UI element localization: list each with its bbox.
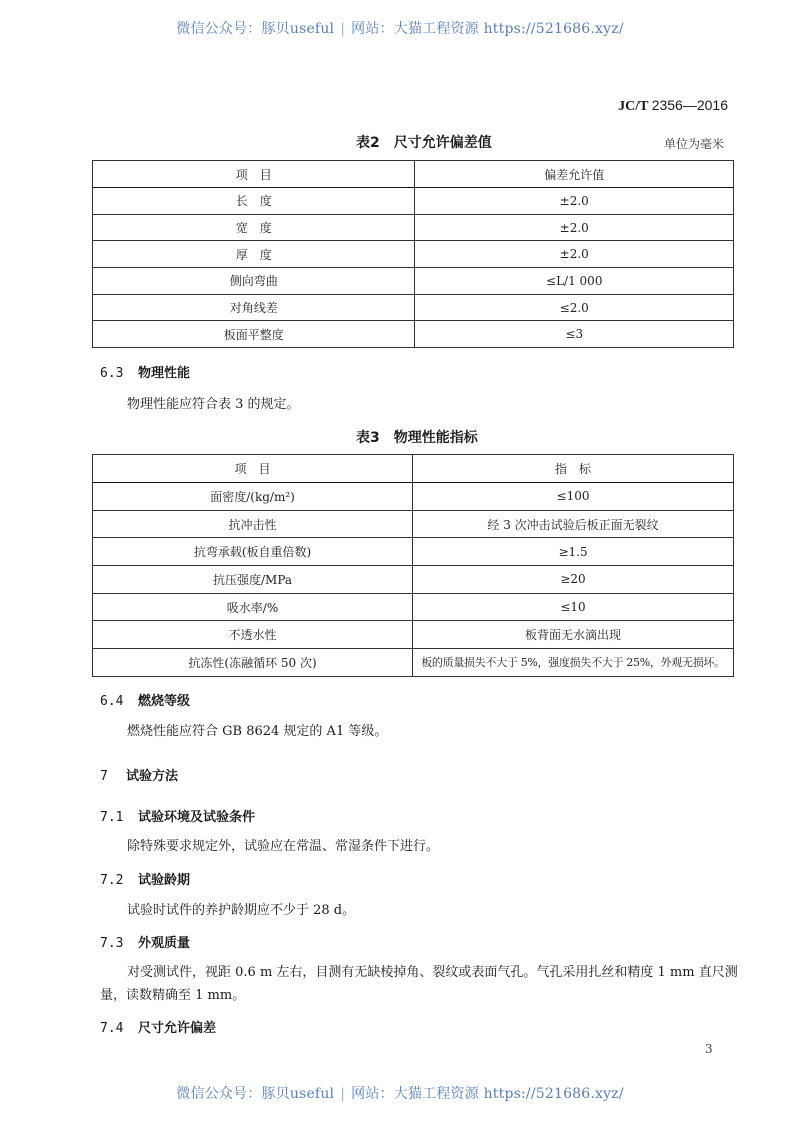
table2-dimension-tolerance [92,160,734,348]
section-title: 试验环境及试验条件 [138,810,256,825]
section-number: 7.4 [100,1021,124,1036]
table-row [93,621,734,649]
table-row [93,538,734,566]
section-heading-7-3 [100,932,190,951]
table-header-row [93,455,734,483]
watermark-separator: | [340,21,346,37]
table-cell-item: 面密度/(kg/m²) [93,483,413,511]
watermark-separator: | [340,1086,346,1102]
section-text-7-1: 除特殊要求规定外，试验应在常温、常湿条件下进行。 [127,839,440,854]
table-row [93,510,734,538]
table-row [93,188,734,215]
table-cell-item: 长 度 [93,188,415,215]
table3-physical-properties [92,454,734,677]
section-number: 7 [100,769,108,784]
section-text-6-4: 燃烧性能应符合 GB 8624 规定的 A1 等级。 [127,724,388,739]
table-cell-value: ±2.0 [415,241,734,268]
section-title: 燃烧等级 [138,694,191,709]
table-cell-item: 抗弯承载(板自重倍数) [93,538,413,566]
table-cell-value: 板的质量损失不大于 5%，强度损失不大于 25%，外观无损坏。 [413,649,734,677]
table-cell-value: ≥20 [413,566,734,594]
table-row [93,566,734,594]
section-number: 7.2 [100,873,124,888]
section-title: 尺寸允许偏差 [138,1021,217,1036]
section-number: 7.1 [100,810,124,825]
section-title: 试验方法 [126,769,179,784]
table-cell-item: 吸水率/% [93,593,413,621]
section-title: 物理性能 [138,366,191,381]
section-text-7-3: 对受测试件，视距 0.6 m 左右，目测有无缺棱掉角、裂纹或表面气孔。气孔采用扎丝和精度 1 mm 直尺测量，读数精确至 1 mm。 [100,965,738,1003]
chapter-heading-7 [100,765,178,784]
table2-unit: 单位为毫米 [664,137,725,151]
table-cell-value: 经 3 次冲击试验后板正面无裂纹 [413,510,734,538]
standard-number: 2356—2016 [651,97,728,113]
section-number: 7.3 [100,936,124,951]
table-cell-item: 不透水性 [93,621,413,649]
section-text-6-3: 物理性能应符合表 3 的规定。 [127,397,300,412]
table3-title: 表3 物理性能指标 [356,430,478,446]
watermark-wechat: 微信公众号：豚贝useful [176,1086,335,1102]
table-cell-value: ±2.0 [415,214,734,241]
table-row [93,483,734,511]
table-cell-item: 抗压强度/MPa [93,566,413,594]
section-text-7-2: 试验时试件的养护龄期应不少于 28 d。 [127,903,356,918]
table-cell-value: ≤L/1 000 [415,268,734,295]
section-number: 6.4 [100,694,124,709]
section-title: 外观质量 [138,936,191,951]
table-row [93,649,734,677]
section-number: 6.3 [100,366,124,381]
table2-title: 表2 尺寸允许偏差值 [356,135,492,151]
table-cell-value: ≤10 [413,593,734,621]
watermark-site[interactable]: 网站：大猫工程资源 https://521686.xyz/ [351,1086,624,1102]
watermark-wechat: 微信公众号：豚贝useful [176,21,335,37]
watermark-top [0,18,800,38]
table-header-cell: 项 目 [93,161,415,188]
table-cell-item: 板面平整度 [93,321,415,348]
table-header-row [93,161,734,188]
table-header-cell: 指 标 [413,455,734,483]
table-row [93,214,734,241]
table-row [93,241,734,268]
table-cell-value: 板背面无水滴出现 [413,621,734,649]
standard-prefix: JC/T [618,99,652,114]
table-row [93,268,734,295]
section-title: 试验龄期 [138,873,191,888]
table-header-cell: 偏差允许值 [415,161,734,188]
table-cell-item: 侧向弯曲 [93,268,415,295]
table-row [93,294,734,321]
section-heading-6-3 [100,362,190,381]
page-number: 3 [705,1042,713,1056]
table-cell-value: ≤100 [413,483,734,511]
table-cell-item: 宽 度 [93,214,415,241]
standard-code [618,97,728,115]
watermark-bottom [0,1083,800,1103]
watermark-site[interactable]: 网站：大猫工程资源 https://521686.xyz/ [351,21,624,37]
section-heading-7-1 [100,806,255,825]
table-cell-value: ±2.0 [415,188,734,215]
table-cell-item: 厚 度 [93,241,415,268]
table-cell-value: ≤2.0 [415,294,734,321]
section-heading-6-4 [100,690,190,709]
table-row [93,321,734,348]
table-cell-item: 抗冻性(冻融循环 50 次) [93,649,413,677]
table-cell-value: ≥1.5 [413,538,734,566]
section-heading-7-2 [100,869,190,888]
section-heading-7-4 [100,1017,216,1036]
table-row [93,593,734,621]
table-header-cell: 项 目 [93,455,413,483]
table-cell-item: 抗冲击性 [93,510,413,538]
table-cell-item: 对角线差 [93,294,415,321]
table-cell-value: ≤3 [415,321,734,348]
